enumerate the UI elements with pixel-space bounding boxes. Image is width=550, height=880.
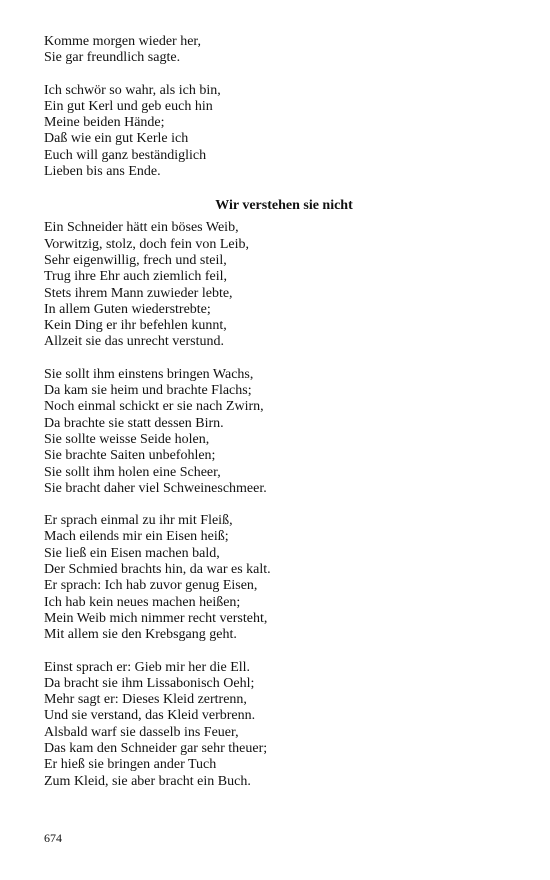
verse-line: Daß wie ein gut Kerle ich [44,131,189,147]
stanza [44,34,514,67]
verse-line: Vorwitzig, stolz, doch fein von Leib, [44,236,250,252]
verse-line: In allem Guten wiederstrebte; [44,301,211,317]
poem-title: Wir verstehen sie nicht [215,198,353,214]
verse-line: Sehr eigenwillig, frech und steil, [44,252,227,268]
verse-line: Da bracht sie ihm Lissabonisch Oehl; [44,675,255,691]
verse-line: Meine beiden Hände; [44,115,165,131]
stanzas-after-title [44,220,514,790]
verse-line: Mehr sagt er: Dieses Kleid zertrenn, [44,692,247,708]
verse-line: Komme morgen wieder her, [44,34,202,49]
verse-line: Ich hab kein neues machen heißen; [44,594,241,610]
verse-line: Mit allem sie den Krebsgang geht. [44,627,237,643]
verse-line: Ein gut Kerl und geb euch hin [44,98,213,114]
stanza [44,660,514,790]
verse-line: Sie sollt ihm holen eine Scheer, [44,464,221,480]
stanza [44,367,514,497]
verse-line: Sie brachte Saiten unbefohlen; [44,448,216,464]
verse-line: Alsbald warf sie dasselb ins Feuer, [44,724,239,740]
verse-line: Zum Kleid, sie aber bracht ein Buch. [44,773,251,789]
verse-line: Mein Weib mich nimmer recht versteht, [44,610,268,626]
verse-line: Einst sprach er: Gieb mir her die Ell. [44,659,251,675]
verse-line: Sie bracht daher viel Schweineschmeer. [44,480,267,496]
verse-line: Ich schwör so wahr, als ich bin, [44,82,221,98]
verse-line: Ein Schneider hätt ein böses Weib, [44,220,239,236]
stanza [44,513,514,643]
verse-line: Und sie verstand, das Kleid verbrenn. [44,708,256,724]
verse-line: Sie sollt ihm einstens bringen Wachs, [44,366,254,382]
verse-line: Er sprach einmal zu ihr mit Fleiß, [44,513,233,529]
stanza [44,83,514,181]
verse-line: Kein Ding er ihr befehlen kunnt, [44,318,227,334]
page-body [44,34,514,790]
verse-line: Der Schmied brachts hin, da war es kalt. [44,562,271,578]
verse-line: Mach eilends mir ein Eisen heiß; [44,529,229,545]
verse-line: Euch will ganz beständiglich [44,147,207,163]
verse-line: Allzeit sie das unrecht verstund. [44,334,225,350]
verse-line: Sie ließ ein Eisen machen bald, [44,545,220,561]
verse-line: Da kam sie heim und brachte Flachs; [44,383,252,399]
verse-line: Sie sollte weisse Seide holen, [44,431,210,447]
verse-line: Stets ihrem Mann zuwieder lebte, [44,285,233,301]
verse-line: Er sprach: Ich hab zuvor genug Eisen, [44,578,258,594]
page-number: 674 [44,831,62,845]
verse-line: Lieben bis ans Ende. [44,164,161,180]
verse-line: Sie gar freundlich sagte. [44,50,181,66]
verse-line: Noch einmal schickt er sie nach Zwirn, [44,399,264,415]
verse-line: Das kam den Schneider gar sehr theuer; [44,740,268,756]
verse-line: Er hieß sie bringen ander Tuch [44,757,217,773]
verse-line: Trug ihre Ehr auch ziemlich feil, [44,269,227,285]
verse-line: Da brachte sie statt dessen Birn. [44,415,224,431]
stanza [44,220,514,350]
stanzas-before-title [44,34,514,180]
